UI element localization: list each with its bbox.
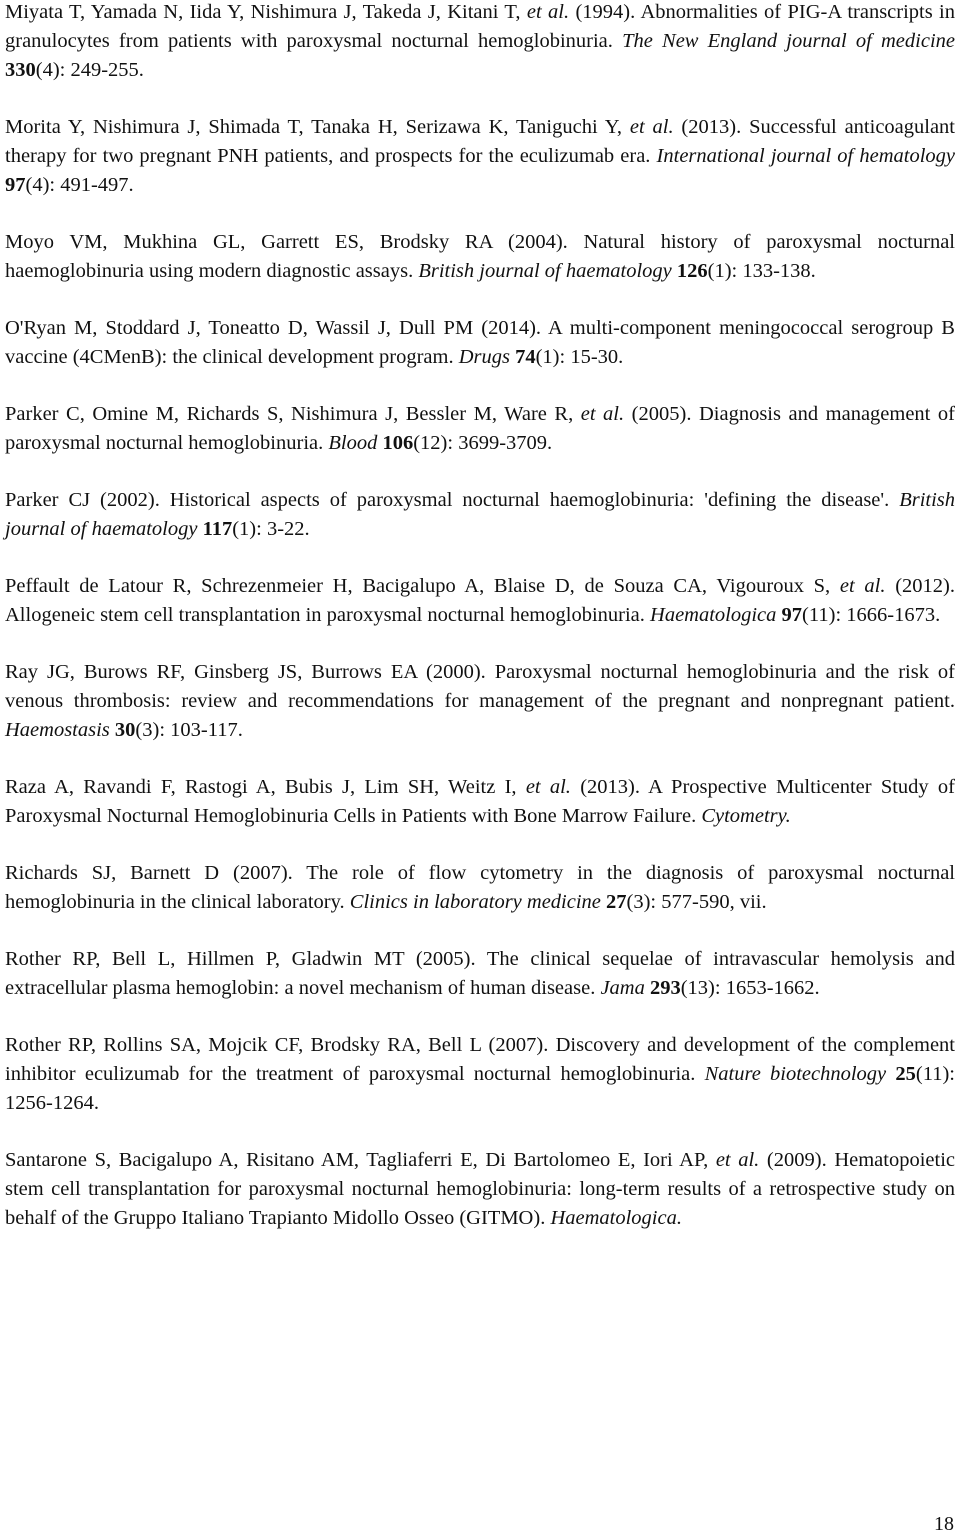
ref-journal: Haemostasis bbox=[5, 719, 110, 741]
ref-pages: 3699-3709. bbox=[453, 432, 553, 454]
ref-pages: 103-117. bbox=[165, 719, 243, 741]
ref-title: Hematopoietic stem cell transplantation for paroxysmal nocturnal hemoglobinuria: long-term results of a retrospective study on behalf of the Gruppo Italiano Trapianto Midollo Osseo (GITMO). bbox=[5, 1149, 955, 1229]
ref-journal: Jama bbox=[600, 977, 645, 999]
ref-et-al: et al. bbox=[525, 776, 571, 798]
ref-et-al: et al. bbox=[839, 575, 886, 597]
ref-volume: 126 bbox=[671, 260, 708, 282]
ref-pages: 1256-1264. bbox=[5, 1092, 99, 1114]
ref-journal: Blood bbox=[328, 432, 378, 454]
ref-authors: Moyo VM, Mukhina GL, Garrett ES, Brodsky RA bbox=[5, 231, 493, 253]
ref-volume: 25 bbox=[886, 1063, 916, 1085]
ref-volume: 27 bbox=[600, 891, 627, 913]
ref-pages: 491-497. bbox=[55, 174, 134, 196]
ref-issue: (4): bbox=[25, 174, 56, 196]
ref-issue: (4): bbox=[35, 59, 66, 81]
ref-volume: 330 bbox=[5, 59, 36, 81]
ref-volume: 30 bbox=[109, 719, 136, 741]
ref-journal: Drugs bbox=[458, 346, 510, 368]
ref-journal: Haematologica bbox=[650, 604, 777, 626]
ref-et-al: et al. bbox=[715, 1149, 760, 1171]
reference-entry bbox=[5, 773, 955, 831]
ref-title: The clinical sequelae of intravascular hemolysis and extracellular plasma hemoglobin: a novel mechanism of human disease. bbox=[5, 948, 955, 999]
reference-entry bbox=[5, 228, 955, 286]
ref-pages: 3-22. bbox=[261, 518, 310, 540]
reference-entry bbox=[5, 859, 955, 917]
ref-title: Discovery and development of the complement inhibitor eculizumab for the treatment of paroxysmal nocturnal hemoglobinuria. bbox=[5, 1034, 955, 1085]
ref-authors: Rother RP, Bell L, Hillmen P, Gladwin MT bbox=[5, 948, 405, 970]
ref-volume: 117 bbox=[197, 518, 233, 540]
reference-entry bbox=[5, 400, 955, 458]
ref-year: (2007). bbox=[481, 1034, 556, 1056]
ref-pages: 577-590, vii. bbox=[656, 891, 767, 913]
reference-entry bbox=[5, 113, 955, 200]
reference-list bbox=[5, 0, 955, 1261]
ref-journal: Clinics in laboratory medicine bbox=[349, 891, 601, 913]
ref-year: (2004). bbox=[492, 231, 584, 253]
ref-issue: (12): bbox=[413, 432, 454, 454]
reference-entry bbox=[5, 945, 955, 1003]
ref-pages: 249-255. bbox=[65, 59, 144, 81]
ref-year: (2009). bbox=[759, 1149, 835, 1171]
ref-title: Paroxysmal nocturnal hemoglobinuria and the risk of venous thrombosis: review and recommendations for management of the pregnant and nonpregnant patient. bbox=[5, 661, 955, 712]
ref-et-al: et al. bbox=[526, 1, 570, 23]
ref-title: Successful anticoagulant therapy for two pregnant PNH patients, and prospects for the eculizumab era. bbox=[5, 116, 956, 167]
ref-pages: 133-138. bbox=[737, 260, 816, 282]
ref-issue: (1): bbox=[232, 518, 262, 540]
ref-authors: Richards SJ, Barnett D bbox=[5, 862, 220, 884]
ref-pages: 15-30. bbox=[565, 346, 624, 368]
ref-authors: Ray JG, Burows RF, Ginsberg JS, Burrows EA bbox=[5, 661, 418, 683]
ref-authors: O'Ryan M, Stoddard J, Toneatto D, Wassil J, Dull PM bbox=[5, 317, 474, 339]
ref-authors: Raza A, Ravandi F, Rastogi A, Bubis J, Lim SH, Weitz I, bbox=[5, 776, 526, 798]
ref-et-al: et al. bbox=[629, 116, 674, 138]
ref-year: (2005). bbox=[404, 948, 487, 970]
ref-issue: (13): bbox=[680, 977, 721, 999]
ref-authors: Santarone S, Bacigalupo A, Risitano AM, Tagliaferri E, Di Bartolomeo E, Iori AP, bbox=[5, 1149, 716, 1171]
ref-issue: (11): bbox=[802, 604, 842, 626]
ref-year: (2005). bbox=[624, 403, 699, 425]
ref-issue: (11): bbox=[915, 1063, 955, 1085]
ref-journal: Cytometry. bbox=[701, 805, 791, 827]
ref-title: Diagnosis and management of paroxysmal nocturnal hemoglobinuria. bbox=[5, 403, 955, 454]
ref-year: (2014). bbox=[473, 317, 549, 339]
ref-pages: 1653-1662. bbox=[720, 977, 820, 999]
ref-issue: (1): bbox=[707, 260, 738, 282]
ref-title: Allogeneic stem cell transplantation in paroxysmal nocturnal hemoglobinuria. bbox=[5, 604, 651, 626]
ref-issue: (3): bbox=[135, 719, 166, 741]
ref-journal: International journal of hematology bbox=[656, 145, 955, 167]
ref-year: (2012). bbox=[885, 575, 955, 597]
ref-pages: 1666-1673. bbox=[841, 604, 941, 626]
ref-authors: Peffault de Latour R, Schrezenmeier H, Bacigalupo A, Blaise D, de Souza CA, Vigouroux S, bbox=[5, 575, 840, 597]
ref-journal: British journal of haematology bbox=[418, 260, 672, 282]
reference-entry bbox=[5, 658, 955, 745]
ref-year: (2007). bbox=[219, 862, 307, 884]
page-number: 18 bbox=[934, 1513, 954, 1535]
ref-volume: 293 bbox=[644, 977, 681, 999]
ref-title: A multi-component meningococcal serogroup B vaccine (4CMenB): the clinical development program. bbox=[5, 317, 955, 368]
ref-title: A Prospective Multicenter Study of Paroxysmal Nocturnal Hemoglobinuria Cells in Patients with Bone Marrow Failure. bbox=[5, 776, 956, 827]
reference-entry bbox=[5, 572, 955, 630]
ref-year: (2013). bbox=[673, 116, 750, 138]
ref-authors: Parker C, Omine M, Richards S, Nishimura J, Bessler M, Ware R, bbox=[5, 403, 581, 425]
ref-journal: British journal of haematology bbox=[5, 489, 956, 540]
ref-issue: (3): bbox=[626, 891, 657, 913]
ref-volume: 97 bbox=[776, 604, 803, 626]
ref-journal: The New England journal of medicine bbox=[622, 30, 955, 52]
ref-journal: Nature biotechnology bbox=[704, 1063, 887, 1085]
ref-authors: Parker CJ bbox=[5, 489, 91, 511]
ref-authors: Morita Y, Nishimura J, Shimada T, Tanaka H, Serizawa K, Taniguchi Y, bbox=[5, 116, 630, 138]
ref-year: (2000). bbox=[417, 661, 495, 683]
ref-title: The role of flow cytometry in the diagnosis of paroxysmal nocturnal hemoglobinuria in the clinical laboratory. bbox=[5, 862, 955, 913]
reference-entry bbox=[5, 1146, 955, 1233]
ref-title: Natural history of paroxysmal nocturnal haemoglobinuria using modern diagnostic assays. bbox=[5, 231, 955, 282]
ref-year: (2013). bbox=[570, 776, 649, 798]
ref-authors: Rother RP, Rollins SA, Mojcik CF, Brodsky RA, Bell L bbox=[5, 1034, 482, 1056]
reference-entry bbox=[5, 0, 955, 85]
ref-issue: (1): bbox=[535, 346, 566, 368]
ref-year: (2002). bbox=[90, 489, 170, 511]
reference-entry bbox=[5, 486, 955, 544]
ref-volume: 106 bbox=[377, 432, 414, 454]
ref-title: Abnormalities of PIG-A transcripts in granulocytes from patients with paroxysmal nocturnal hemoglobinuria. bbox=[5, 1, 956, 52]
reference-entry bbox=[5, 314, 955, 372]
ref-authors: Miyata T, Yamada N, Iida Y, Nishimura J, Takeda J, Kitani T, bbox=[5, 1, 527, 23]
reference-entry bbox=[5, 1031, 955, 1118]
ref-et-al: et al. bbox=[580, 403, 625, 425]
ref-journal: Haematologica. bbox=[550, 1207, 682, 1229]
ref-year: (1994). bbox=[569, 1, 641, 23]
ref-volume: 74 bbox=[509, 346, 536, 368]
ref-volume: 97 bbox=[5, 174, 26, 196]
ref-title: Historical aspects of paroxysmal nocturnal haemoglobinuria: 'defining the disease'. bbox=[169, 489, 900, 511]
